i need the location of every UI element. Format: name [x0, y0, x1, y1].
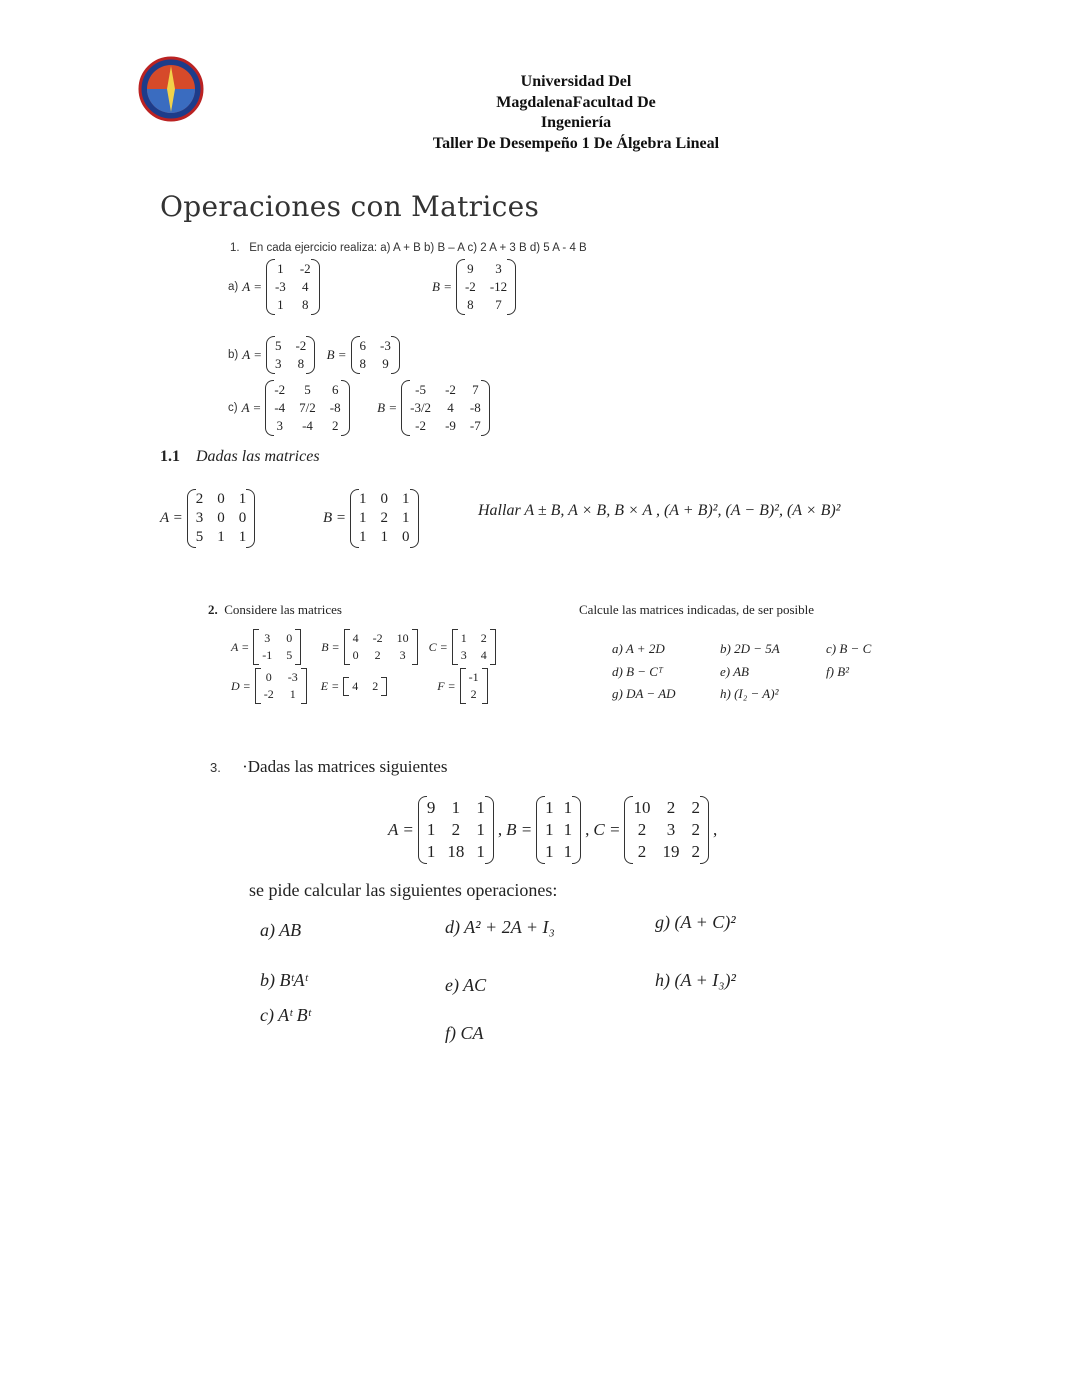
matrix-cell: 4	[301, 279, 309, 294]
matrix-cell: 1	[460, 631, 467, 645]
section-1-1	[160, 448, 320, 466]
matrix-cell: -4	[302, 418, 313, 433]
matrix-cell: 1	[217, 529, 225, 545]
matrix-cell: 3	[274, 356, 282, 371]
matrix-a	[418, 796, 494, 864]
matrix-b	[351, 336, 400, 374]
list-item: a) AB	[260, 920, 302, 940]
matrix-cell: 1	[289, 687, 296, 701]
matrix-cell: -8	[469, 400, 481, 415]
ex2-row2: D = 0 -3 -2 1 E = 4 2 F = -1 2	[231, 668, 488, 704]
list-item: f) B²	[826, 663, 850, 679]
ex1-number: 1.	[230, 242, 240, 254]
matrix-cell: -3	[380, 338, 391, 353]
matrix-cell: 3	[195, 510, 204, 526]
matrix-cell: 2	[637, 820, 647, 839]
matrix-cell: 0	[265, 670, 272, 684]
matrix-cell: 7	[495, 297, 502, 312]
matrix-cell: -3	[274, 279, 286, 294]
list-item: e) AB	[720, 663, 749, 679]
matrix-cell: 7/2	[299, 400, 316, 415]
matrix-cell: -2	[372, 631, 383, 645]
ex3-text: ·Dadas las matrices siguientes	[242, 757, 448, 776]
matrix-cell: 10	[396, 631, 409, 645]
header-line: Universidad Del	[520, 73, 632, 90]
matrix-a	[187, 489, 256, 548]
matrix-cell: 3	[495, 261, 502, 276]
matrix-d	[255, 668, 307, 704]
ex2-calc-text: Calcule las matrices indicadas, de ser posible	[579, 602, 815, 617]
matrix-cell: 0	[217, 491, 225, 507]
matrix-cell: 1	[545, 820, 554, 839]
ex2-number: 2.	[208, 602, 218, 617]
matrix-cell: -8	[329, 400, 341, 415]
matrix-cell: 5	[195, 529, 204, 545]
list-item: a) A + 2D	[612, 641, 665, 656]
matrix-a	[265, 380, 349, 436]
list-item: d) A² + 2A + I₃	[445, 917, 555, 937]
hallar-text: Hallar A ± B, A × B, B × A , (A + B)², (A − B)², (A × B)²	[478, 502, 841, 519]
matrix-cell: 1	[277, 261, 284, 276]
matrix-b	[350, 489, 419, 548]
matrix-cell: -3	[287, 670, 298, 684]
ex1-c: c) A = -2 5 6 -4 7/2 -8 3 -4 2 B = -5 -2 7 -3/2 4 -8 -2 -9 -7	[228, 380, 490, 436]
matrix-cell: 2	[451, 820, 461, 839]
matrix-cell: -4	[274, 400, 286, 415]
list-item: c) B − C	[826, 641, 872, 656]
matrix-b	[456, 259, 516, 315]
header-block	[376, 72, 776, 154]
matrix-cell: 1	[402, 510, 410, 526]
matrix-cell: 7	[472, 382, 479, 397]
matrix-cell: 1	[277, 297, 284, 312]
matrix-cell: 0	[402, 529, 410, 545]
matrix-cell: 1	[451, 798, 461, 817]
list-item: b) 2D − 5A	[720, 641, 780, 656]
matrix-cell: 1	[426, 842, 436, 861]
ex3-matrices: A = 9 1 1 1 2 1 1 18 1 , B = 1 1 1 1 1 1 , C = 10 2 2 2 3 2 2 19 2 ,	[388, 796, 717, 864]
matrix-cell: 3	[399, 648, 406, 662]
matrix-cell: 9	[467, 261, 474, 276]
matrix-cell: -12	[489, 279, 508, 294]
matrix-cell: 4	[352, 631, 359, 645]
matrix-cell: 8	[301, 297, 309, 312]
ex1-heading	[230, 242, 587, 254]
list-item: h) (I₂ − A)²	[720, 686, 779, 701]
matrix-cell: 0	[238, 510, 247, 526]
matrix-cell: 3	[666, 820, 676, 839]
label: c)	[228, 402, 238, 414]
matrix-cell: 2	[480, 631, 487, 645]
matrix-cell: 8	[467, 297, 474, 312]
matrix-cell: 1	[563, 820, 573, 839]
matrix-cell: 2	[691, 798, 700, 817]
university-logo	[136, 56, 206, 122]
matrix-cell: 18	[447, 842, 465, 861]
matrix-cell: 0	[286, 631, 293, 645]
matrix-cell: 1	[359, 491, 367, 507]
matrix-cell: 4	[447, 400, 454, 415]
list-item: g) DA − AD	[612, 686, 676, 701]
matrix-a	[266, 259, 320, 315]
ex1-a-b: B = 9 3 -2 -12 8 7	[432, 259, 516, 315]
matrix-cell: 2	[666, 798, 676, 817]
matrix-cell: 9	[426, 798, 436, 817]
matrix-cell: 1	[359, 510, 367, 526]
matrix-e	[343, 677, 387, 696]
matrix-cell: 1	[545, 798, 554, 817]
ex3-heading	[210, 757, 447, 777]
matrix-cell: 8	[359, 356, 367, 371]
list-item: f) CA	[445, 1023, 484, 1043]
sec11-b: B = 1 0 1 1 2 1 1 1 0	[323, 489, 419, 548]
matrix-cell: 3	[264, 631, 271, 645]
list-item: b) BᵗAᵗ	[260, 970, 308, 990]
matrix-cell: 1	[476, 842, 485, 861]
label: a)	[228, 281, 239, 293]
matrix-cell: 1	[402, 491, 410, 507]
matrix-cell: -2	[415, 418, 426, 433]
matrix-cell: -7	[469, 418, 481, 433]
matrix-cell: 6	[331, 382, 339, 397]
sec11-a: A = 2 0 1 3 0 0 5 1 1	[160, 489, 255, 548]
matrix-cell: 1	[238, 491, 247, 507]
matrix-cell: -1	[262, 648, 273, 662]
header-line: MagdalenaFacultad De	[496, 93, 656, 111]
matrix-b	[401, 380, 490, 436]
matrix-cell: 3	[276, 418, 283, 433]
matrix-cell: 1	[545, 842, 554, 861]
matrix-cell: -9	[445, 418, 456, 433]
matrix-cell: -5	[415, 382, 426, 397]
matrix-cell: 2	[374, 648, 381, 662]
matrix-cell: -1	[468, 670, 479, 684]
ex2-heading	[208, 602, 342, 618]
matrix-cell: -2	[445, 382, 456, 397]
ex3-number: 3.	[210, 760, 221, 775]
matrix-cell: 1	[476, 798, 485, 817]
matrix-cell: -2	[295, 338, 307, 353]
matrix-c	[624, 796, 709, 864]
ex1-text: En cada ejercicio realiza: a) A + B b) B – A c) 2 A + 3 B d) 5 A - 4 B	[249, 242, 587, 254]
matrix-cell: 5	[274, 338, 282, 353]
matrix-cell: 9	[382, 356, 389, 371]
matrix-cell: 10	[633, 798, 651, 817]
matrix-cell: 2	[331, 418, 339, 433]
matrix-cell: -2	[274, 382, 286, 397]
header-line: Taller De Desempeño 1 De Álgebra Lineal	[432, 134, 720, 152]
matrix-cell: -2	[464, 279, 476, 294]
matrix-cell: 1	[238, 529, 247, 545]
matrix-cell: 0	[352, 648, 359, 662]
list-item: h) (A + I₃)²	[655, 970, 736, 990]
matrix-cell: 5	[304, 382, 311, 397]
matrix-cell: -2	[299, 261, 311, 276]
matrix-cell: 2	[195, 491, 204, 507]
matrix-cell: 1	[563, 842, 573, 861]
matrix-a	[253, 629, 301, 665]
ex2-row1: A = 3 0 -1 5 B = 4 -2 10 0 2 3 C = 1 2 3 4	[231, 629, 496, 665]
matrix-cell: 0	[380, 491, 389, 507]
ex1-a: a) A = 1 -2 -3 4 1 8	[228, 259, 320, 315]
matrix-cell: -3/2	[410, 400, 432, 415]
matrix-cell: 4	[480, 648, 487, 662]
matrix-cell: 2	[380, 510, 389, 526]
ex1-b: b) A = 5 -2 3 8 B = 6 -3 8 9	[228, 336, 400, 374]
matrix-cell: 1	[476, 820, 485, 839]
matrix-cell: 2	[372, 678, 379, 693]
section-number: 1.1	[160, 448, 180, 465]
matrix-cell: 19	[662, 842, 680, 861]
matrix-cell: 5	[286, 648, 293, 662]
matrix-cell: 0	[217, 510, 225, 526]
ex3-ask-text: se pide calcular las siguientes operaciones:	[249, 880, 558, 900]
matrix-cell: 3	[460, 648, 467, 662]
matrix-cell: 1	[380, 529, 389, 545]
matrix-cell: 2	[691, 842, 700, 861]
matrix-f	[460, 668, 488, 704]
matrix-cell: -2	[263, 687, 274, 701]
section-text: Dadas las matrices	[196, 448, 320, 465]
label: b)	[228, 349, 239, 361]
list-item: e) AC	[445, 975, 487, 995]
page-title: Operaciones con Matrices	[160, 190, 540, 223]
header-line: Ingeniería	[540, 114, 612, 131]
list-item: d) B − Cᵀ	[612, 663, 663, 679]
ex2-items	[612, 638, 886, 706]
matrix-a	[266, 336, 315, 374]
matrix-cell: 1	[426, 820, 436, 839]
matrix-cell: 2	[470, 687, 477, 701]
matrix-cell: 8	[297, 356, 305, 371]
ex2-text: Considere las matrices	[224, 602, 342, 617]
matrix-cell: 4	[352, 678, 359, 693]
matrix-c	[452, 629, 496, 665]
matrix-cell: 2	[637, 842, 647, 861]
matrix-b	[536, 796, 581, 864]
matrix-cell: 2	[691, 820, 700, 839]
list-item: g) (A + C)²	[655, 912, 736, 932]
matrix-b	[344, 629, 418, 665]
list-item: c) Aᵗ Bᵗ	[260, 1005, 311, 1025]
matrix-cell: 1	[359, 529, 367, 545]
matrix-cell: 1	[563, 798, 573, 817]
matrix-cell: 6	[359, 338, 367, 353]
